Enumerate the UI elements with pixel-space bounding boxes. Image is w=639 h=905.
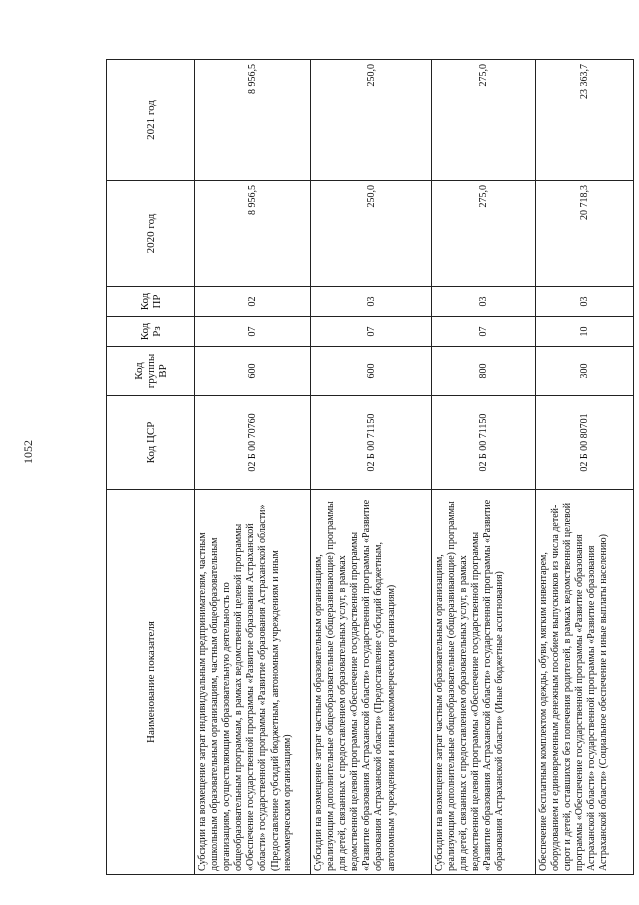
row-name: Обеспечение бесплатным комплектом одежды, обуви, мягким инвентарем, оборудованием и единовременным денежным пособием выпускников из числа детей-сирот и детей, оставшихся без попечения родителей, в рамках ведомственной целевой программы «Обеспечение государственной программы «Развитие образования Астраханской области» государственной программы «Развитие образования Астраханской области» (Социальное обеспечение и иные выплаты населению) (536, 490, 634, 875)
row-rz: 07 (432, 317, 536, 347)
header-2021: 2021 год (107, 60, 195, 181)
header-name: Наименование показателя (107, 490, 195, 875)
table-row (195, 60, 311, 875)
rotated-table-container (106, 60, 633, 875)
row-rz: 07 (311, 317, 432, 347)
row-rz: 10 (536, 317, 634, 347)
row-2021: 8 956,5 (195, 60, 311, 181)
table-row (432, 60, 536, 875)
row-vr: 600 (311, 347, 432, 396)
row-csr: 02 Б 00 71150 (311, 396, 432, 490)
row-name: Субсидии на возмещение затрат индивидуальным предпринимателям, частным дошкольным образовательным организациям, частным общеобразовательным организациям, осуществляющим образовательную деятельность по общеобразовательным программам, в рамках ведомственной целевой программы «Обеспечение государственной программы «Развитие образования Астраханской области» государственной программы «Развитие образования Астраханской области» (Предоставление субсидий бюджетным, автономным учреждениям и иным некоммерческим организациям) (195, 490, 311, 875)
row-2021: 275,0 (432, 60, 536, 181)
row-2020: 8 956,5 (195, 181, 311, 287)
row-rz: 07 (195, 317, 311, 347)
row-name: Субсидии на возмещение затрат частным образовательным организациям, реализующим дополнительные общеобразовательные (общеразвивающие) программы для детей, связанных с предоставлением образовательных услуг, в рамках ведомственной целевой программы «Обеспечение государственной программы «Развитие образования Астраханской области» государственной программы «Развитие образования Астраханской области» (Предоставление субсидий бюджетным, автономным учреждениям и иным некоммерческим организациям) (311, 490, 432, 875)
header-2020: 2020 год (107, 181, 195, 287)
row-vr: 600 (195, 347, 311, 396)
row-name: Субсидии на возмещение затрат частным образовательным организациям, реализующим дополнительные общеобразовательные (общеразвивающие) программы для детей, связанных с предоставлением образовательных услуг, в рамках ведомственной целевой программы «Обеспечение государственной программы «Развитие образования Астраханской области» государственной программы «Развитие образования Астраханской области» (Иные бюджетные ассигнования) (432, 490, 536, 875)
row-2020: 250,0 (311, 181, 432, 287)
row-pr: 03 (432, 287, 536, 317)
row-vr: 800 (432, 347, 536, 396)
row-pr: 02 (195, 287, 311, 317)
row-2020: 275,0 (432, 181, 536, 287)
row-vr: 300 (536, 347, 634, 396)
row-csr: 02 Б 00 80701 (536, 396, 634, 490)
row-csr: 02 Б 00 71150 (432, 396, 536, 490)
header-pr: Код ПР (107, 287, 195, 317)
table-row (311, 60, 432, 875)
row-pr: 03 (536, 287, 634, 317)
table-row (536, 60, 634, 875)
row-csr: 02 Б 00 70760 (195, 396, 311, 490)
budget-table (106, 59, 634, 875)
row-2020: 20 718,3 (536, 181, 634, 287)
row-pr: 03 (311, 287, 432, 317)
header-rz: Код Рз (107, 317, 195, 347)
row-2021: 250,0 (311, 60, 432, 181)
header-csr: Код ЦСР (107, 396, 195, 490)
row-2021: 23 363,7 (536, 60, 634, 181)
header-vr: Код группы ВР (107, 347, 195, 396)
header-row (107, 60, 195, 875)
page-number: 1052 (21, 440, 35, 464)
